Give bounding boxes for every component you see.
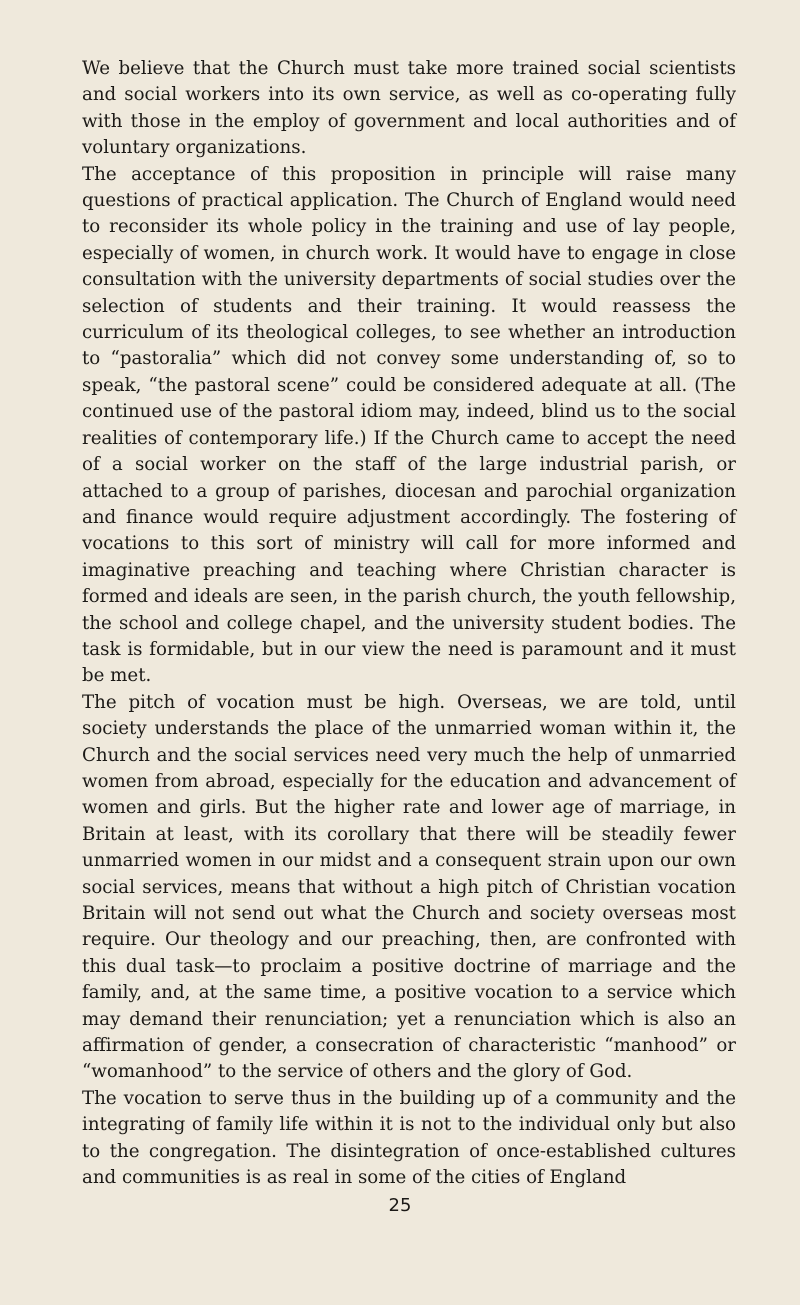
paragraph-1: We believe that the Church must take more trained social scientists and social workers into its own service, as well as co-operating fully with those in the employ of government and local authorities and of voluntary organizations.: [82, 58, 736, 159]
paragraph-4: The vocation to serve thus in the building up of a community and the integrating of family life within it is not to the individual only but also to the congregation. The disintegration of once-established cultures and communities is as real in some of the cities of England: [82, 1087, 736, 1189]
paragraph-2: The acceptance of this proposition in principle will raise many questions of practical application. The Church of England would need to reconsider its whole policy in the training and use of lay people, especially of women, in church work. It would have to engage in close consultation with the university departments of social studies over the selection of students and their training. It would reassess the curriculum of its theological colleges, to see whether an introduction to “pastoralia” which did not convey some understanding of, so to speak, “the pastoral scene” could be considered adequate at all. (The continued use of the pastoral idiom may, indeed, blind us to the social realities of contemporary life.) If the Church came to accept the need of a social worker on the staff of the large industrial parish, or attached to a group of parishes, diocesan and parochial organization and finance would require adjustment accordingly. The fostering of vocations to this sort of ministry will call for more informed and imaginative preaching and teaching where Christian character is formed and ideals are seen, in the parish church, the youth fellowship, the school and college chapel, and the university student bodies. The task is formidable, but in our view the need is paramount and it must be met.: [82, 163, 736, 687]
paragraph-3: The pitch of vocation must be high. Overseas, we are told, until society understands the place of the unmarried woman within it, the Church and the social services need very much the help of unmarried women from abroad, especially for the education and advancement of women and girls. But the higher rate and lower age of marriage, in Britain at least, with its corollary that there will be steadily fewer unmarried women in our midst and a consequent strain upon our own social services, means that without a high pitch of Christian vocation Britain will not send out what the Church and society overseas most require. Our theology and our preaching, then, are confronted with this dual task—to proclaim a positive doctrine of marriage and the family, and, at the same time, a positive vocation to a service which may demand their renunciation; yet a renunciation which is also an affirmation of gender, a consecration of characteristic “manhood” or “womanhood” to the service of others and the glory of God.: [82, 691, 736, 1083]
body-text: [82, 56, 736, 1191]
page-number: 25: [388, 1195, 412, 1216]
